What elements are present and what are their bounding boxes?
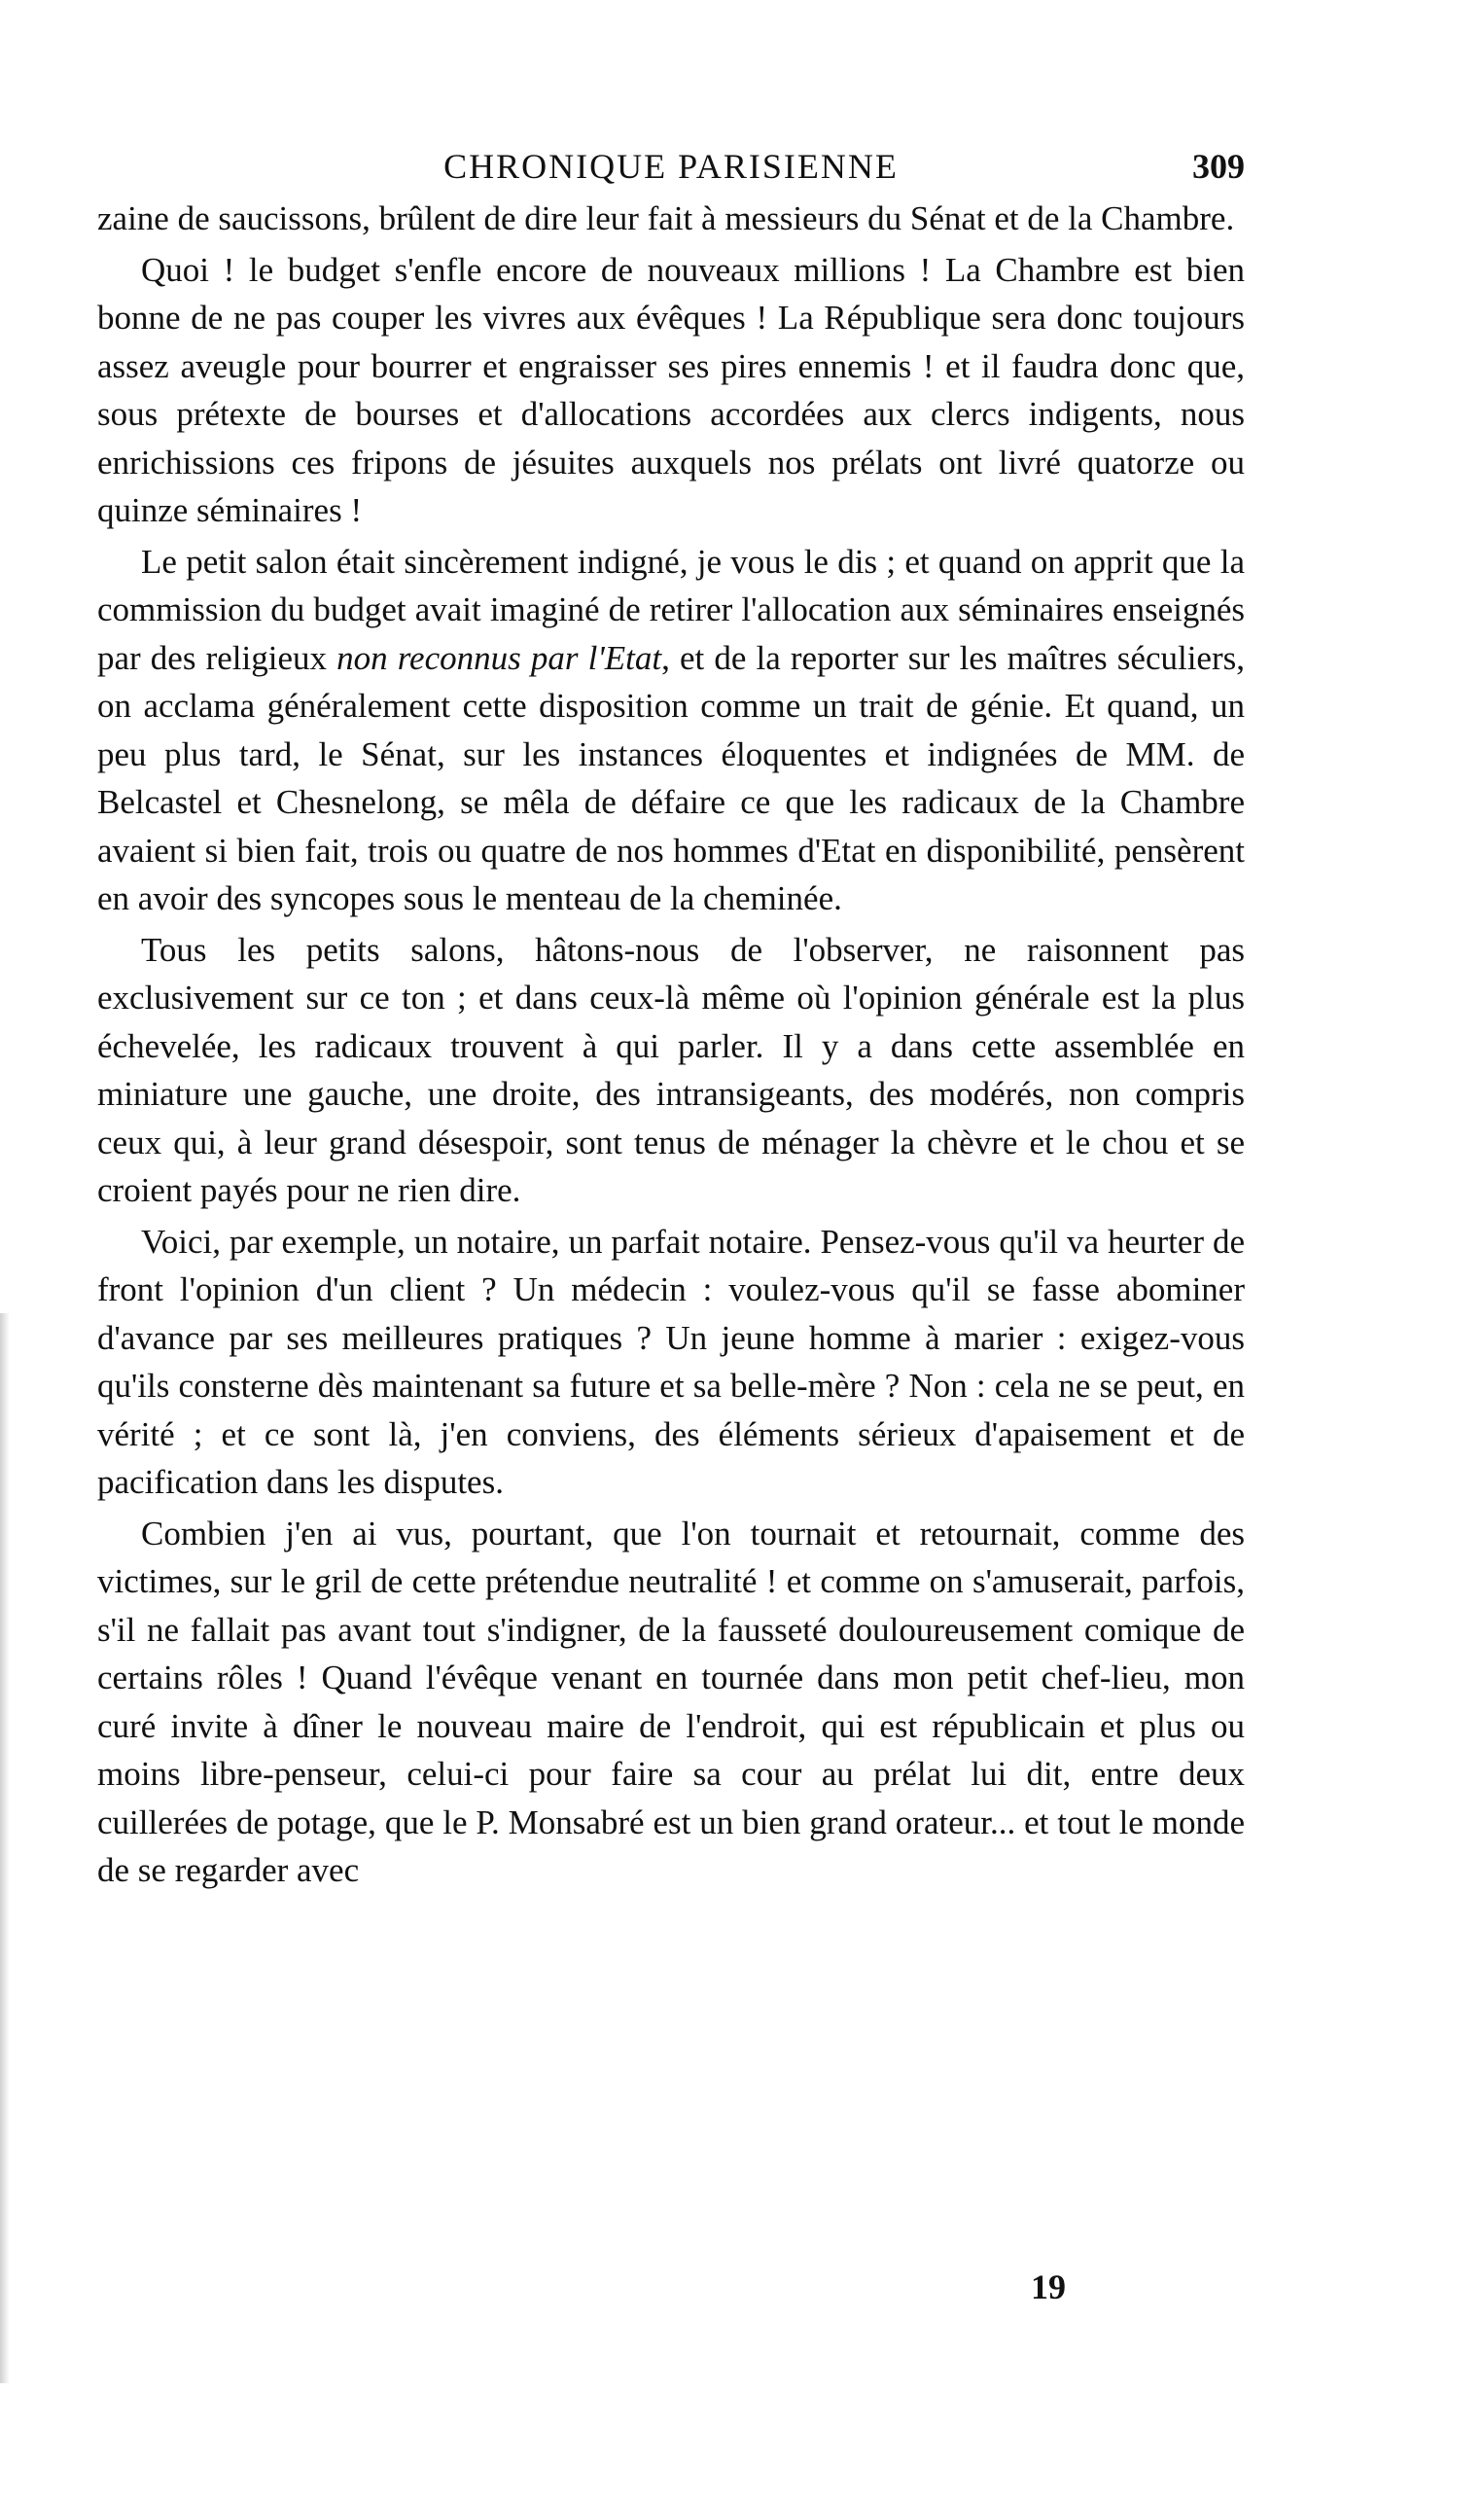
- italic-phrase: non reconnus par l'Etat: [336, 638, 662, 677]
- paragraph-text: Tous les petits salons, hâtons-nous de l'observer, ne raisonnent pas exclusivement sur ce ton ; et dans ceux-là même où l'opinion générale est la plus échevelée, les radicaux trouvent à qui parler. Il y a dans cette assemblée en miniature une gauche, une droite, des intransigeants, des modérés, non compris ceux qui, à leur grand désespoir, sont tenus de ménager la chèvre et le chou et se croient payés pour ne rien dire.: [97, 930, 1245, 1209]
- paragraph-text: Quoi ! le budget s'enfle encore de nouveaux millions ! La Chambre est bien bonne de ne pas couper les vivres aux évêques ! La République sera donc toujours assez aveugle pour bourrer et engraisser ses pires ennemis ! et il faudra donc que, sous prétexte de bourses et d'allocations accordées aux clercs indigents, nous enrichissions ces fripons de jésuites auxquels nos prélats ont livré quatorze ou quinze séminaires !: [97, 250, 1245, 529]
- paragraph-2: [97, 246, 1245, 535]
- page-edge-shadow: [0, 1313, 10, 2383]
- paragraph-6: [97, 1510, 1245, 1895]
- running-title: CHRONIQUE PARISIENNE: [443, 147, 899, 186]
- paragraph-text: Voici, par exemple, un notaire, un parfait notaire. Pensez-vous qu'il va heurter de front l'opinion d'un client ? Un médecin : voulez-vous qu'il se fasse abominer d'avance par ses meilleures pratiques ? Un jeune homme à marier : exigez-vous qu'ils consterne dès maintenant sa future et sa belle-mère ? Non : cela ne se peut, en vérité ; et ce sont là, j'en conviens, des éléments sérieux d'apaisement et de pacification dans les disputes.: [97, 1222, 1245, 1501]
- paragraph-text: Le petit salon était sincèrement indigné, je vous le dis ; et quand on apprit que la commission du budget avait imaginé de retirer l'allocation aux séminaires enseignés par des religieux: [97, 542, 1245, 677]
- paragraph-text: Combien j'en ai vus, pourtant, que l'on tournait et retournait, comme des victimes, sur le gril de cette prétendue neutralité ! et comme on s'amuserait, parfois, s'il ne fallait pas avant tout s'indigner, de la fausseté douloureusement comique de certains rôles ! Quand l'évêque venant en tournée dans mon petit chef-lieu, mon curé invite à dîner le nouveau maire de l'endroit, qui est républicain et plus ou moins libre-penseur, celui-ci pour faire sa cour au prélat lui dit, entre deux cuillerées de potage, que le P. Monsabré est un bien grand orateur... et tout le monde de se regarder avec: [97, 1514, 1245, 1889]
- body-text: [97, 195, 1245, 1895]
- paragraph-text-continued: , et de la reporter sur les maîtres séculiers, on acclama généralement cette disposition comme un trait de génie. Et quand, un peu plus tard, le Sénat, sur les instances éloquentes et indignées de MM. de Belcastel et Chesnelong, se mêla de défaire ce que les radicaux de la Chambre avaient si bien fait, trois ou quatre de nos hommes d'Etat en disponibilité, pensèrent en avoir des syncopes sous le menteau de la cheminée.: [97, 638, 1245, 917]
- paragraph-text: zaine de saucissons, brûlent de dire leur fait à messieurs du Sénat et de la Chambre.: [97, 199, 1235, 237]
- page-number: 309: [1192, 147, 1245, 186]
- paragraph-3: [97, 538, 1245, 923]
- signature-mark: 19: [1031, 2267, 1066, 2306]
- paragraph-4: [97, 926, 1245, 1215]
- paragraph-1: [97, 195, 1245, 243]
- paragraph-5: [97, 1218, 1245, 1507]
- running-header: [97, 138, 1245, 196]
